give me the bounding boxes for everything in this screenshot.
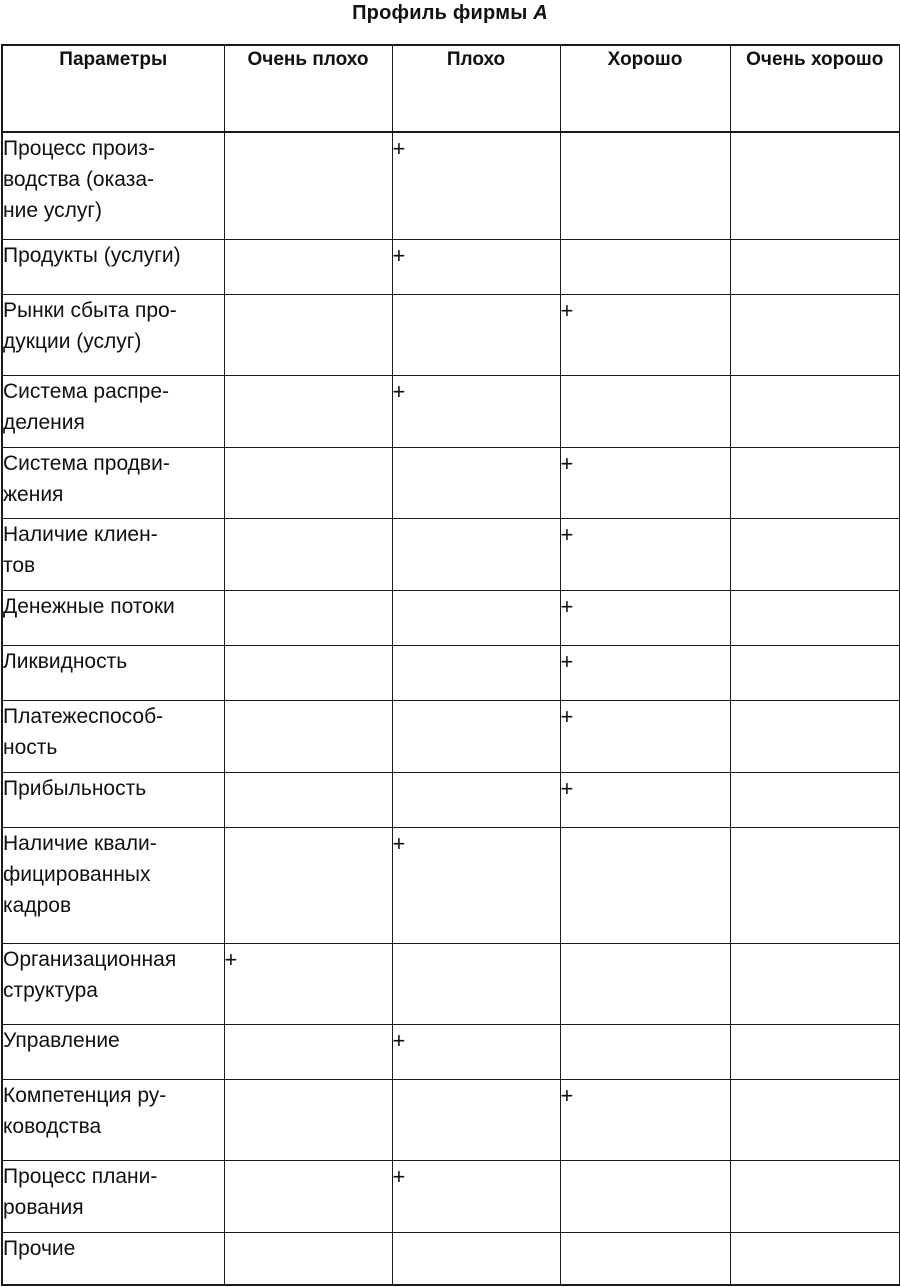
parameter-cell [2,375,224,447]
table-row [2,375,900,447]
mark-cell-very-good [730,1024,900,1079]
mark-cell-good [560,132,730,239]
mark-cell-very-good [730,447,900,518]
parameter-cell [2,1232,224,1285]
parameter-cell [2,943,224,1024]
mark-cell-good [560,1024,730,1079]
parameter-cell [2,645,224,700]
mark-cell-good [560,1079,730,1160]
mark-cell-good [560,827,730,943]
table-row [2,590,900,645]
parameter-cell [2,294,224,375]
plus-mark: + [392,242,406,268]
mark-cell-very-bad [224,132,392,239]
plus-mark: + [560,521,574,547]
table-row [2,772,900,827]
plus-mark: + [224,946,238,972]
mark-cell-very-bad [224,700,392,772]
mark-cell-very-good [730,518,900,590]
table-row [2,700,900,772]
mark-cell-good [560,943,730,1024]
table-row [2,1079,900,1160]
plus-mark: + [392,830,406,856]
parameter-line: тов [3,553,36,577]
mark-cell-bad [392,1160,560,1232]
mark-cell-bad [392,375,560,447]
plus-mark: + [560,703,574,729]
mark-cell-good [560,1232,730,1285]
mark-cell-good [560,294,730,375]
table-row [2,943,900,1024]
parameter-line: Наличие квали- [3,831,157,855]
table-row [2,1160,900,1232]
parameter-cell [2,1160,224,1232]
mark-cell-very-good [730,1232,900,1285]
parameter-line: Наличие клиен- [3,522,158,546]
table-row [2,827,900,943]
mark-cell-very-good [730,772,900,827]
mark-cell-bad [392,518,560,590]
header-row [2,45,900,132]
mark-cell-very-bad [224,518,392,590]
page-title-wrap [0,0,900,44]
mark-cell-very-good [730,645,900,700]
mark-cell-good [560,700,730,772]
mark-cell-bad [392,239,560,294]
parameter-cell [2,590,224,645]
mark-cell-very-bad [224,294,392,375]
table-row [2,132,900,239]
mark-cell-very-bad [224,772,392,827]
mark-cell-bad [392,590,560,645]
mark-cell-good [560,772,730,827]
title-firm-letter: A [533,2,548,24]
mark-cell-very-good [730,1079,900,1160]
header-very-good: Очень хорошо [730,45,900,132]
mark-cell-very-good [730,590,900,645]
mark-cell-very-bad [224,645,392,700]
parameter-line: Продукты (услуги) [3,243,181,267]
mark-cell-very-bad [224,1024,392,1079]
mark-cell-bad [392,1024,560,1079]
mark-cell-very-bad [224,1232,392,1285]
header-parameters: Параметры [2,45,224,132]
mark-cell-very-good [730,239,900,294]
mark-cell-bad [392,132,560,239]
mark-cell-bad [392,645,560,700]
mark-cell-good [560,645,730,700]
title-prefix: Профиль фирмы [352,2,534,24]
parameter-line: ность [3,735,58,759]
parameter-line: рования [3,1195,84,1219]
mark-cell-very-good [730,700,900,772]
parameter-line: жения [3,482,64,506]
plus-mark: + [560,593,574,619]
mark-cell-good [560,239,730,294]
plus-mark: + [392,136,406,161]
parameter-line: Процесс плани- [3,1164,158,1188]
plus-mark: + [560,1082,574,1108]
parameter-line: Ликвидность [3,649,128,673]
parameter-line: Компетенция ру- [3,1083,167,1107]
plus-mark: + [392,1163,406,1189]
mark-cell-bad [392,943,560,1024]
mark-cell-very-good [730,1160,900,1232]
mark-cell-bad [392,294,560,375]
mark-cell-very-good [730,132,900,239]
mark-cell-very-good [730,375,900,447]
mark-cell-very-good [730,943,900,1024]
mark-cell-very-bad [224,239,392,294]
parameter-line: Платежеспособ- [3,704,164,728]
parameter-line: деления [3,410,85,434]
parameter-line: ководства [3,1114,102,1138]
mark-cell-very-bad [224,590,392,645]
mark-cell-bad [392,827,560,943]
profile-table [1,44,900,1286]
mark-cell-very-bad [224,943,392,1024]
mark-cell-very-bad [224,827,392,943]
plus-mark: + [560,648,574,674]
mark-cell-very-bad [224,375,392,447]
mark-cell-bad [392,447,560,518]
parameter-line: фицированных [3,862,151,886]
mark-cell-very-good [730,827,900,943]
parameter-line: Система распре- [3,379,169,403]
mark-cell-very-good [730,294,900,375]
table-row [2,1232,900,1285]
plus-mark: + [392,378,406,404]
parameter-cell [2,239,224,294]
table-row [2,645,900,700]
header-bad: Плохо [392,45,560,132]
parameter-cell [2,518,224,590]
mark-cell-bad [392,1079,560,1160]
parameter-line: ние услуг) [3,199,103,222]
parameter-cell [2,827,224,943]
parameter-line: Рынки сбыта про- [3,298,177,322]
parameter-cell [2,1079,224,1160]
parameter-cell [2,132,224,239]
plus-mark: + [392,1027,406,1053]
mark-cell-good [560,447,730,518]
table-row [2,518,900,590]
mark-cell-very-bad [224,1079,392,1160]
parameter-line: Процесс произ- [3,137,155,160]
mark-cell-bad [392,700,560,772]
mark-cell-good [560,518,730,590]
parameter-cell [2,772,224,827]
table-row [2,239,900,294]
parameter-line: Прибыльность [3,776,147,800]
plus-mark: + [560,297,574,323]
mark-cell-good [560,1160,730,1232]
parameter-line: Организационная [3,947,177,971]
page-title [352,0,548,26]
mark-cell-good [560,590,730,645]
parameter-line: Прочие [3,1236,76,1260]
parameter-line: дукции (услуг) [3,329,142,353]
mark-cell-bad [392,1232,560,1285]
mark-cell-bad [392,772,560,827]
parameter-cell [2,1024,224,1079]
parameter-line: структура [3,978,98,1002]
mark-cell-very-bad [224,447,392,518]
parameter-line: Управление [3,1028,120,1052]
table-body [2,132,900,1285]
parameter-line: Денежные потоки [3,594,175,618]
table-row [2,294,900,375]
parameter-line: водства (оказа- [3,168,155,191]
mark-cell-good [560,375,730,447]
mark-cell-very-bad [224,1160,392,1232]
parameter-cell [2,700,224,772]
parameter-cell [2,447,224,518]
parameter-line: Система продви- [3,451,170,475]
header-good: Хорошо [560,45,730,132]
plus-mark: + [560,450,574,476]
parameter-line: кадров [3,893,72,917]
plus-mark: + [560,775,574,801]
table-row [2,1024,900,1079]
table-row [2,447,900,518]
header-very-bad: Очень плохо [224,45,392,132]
